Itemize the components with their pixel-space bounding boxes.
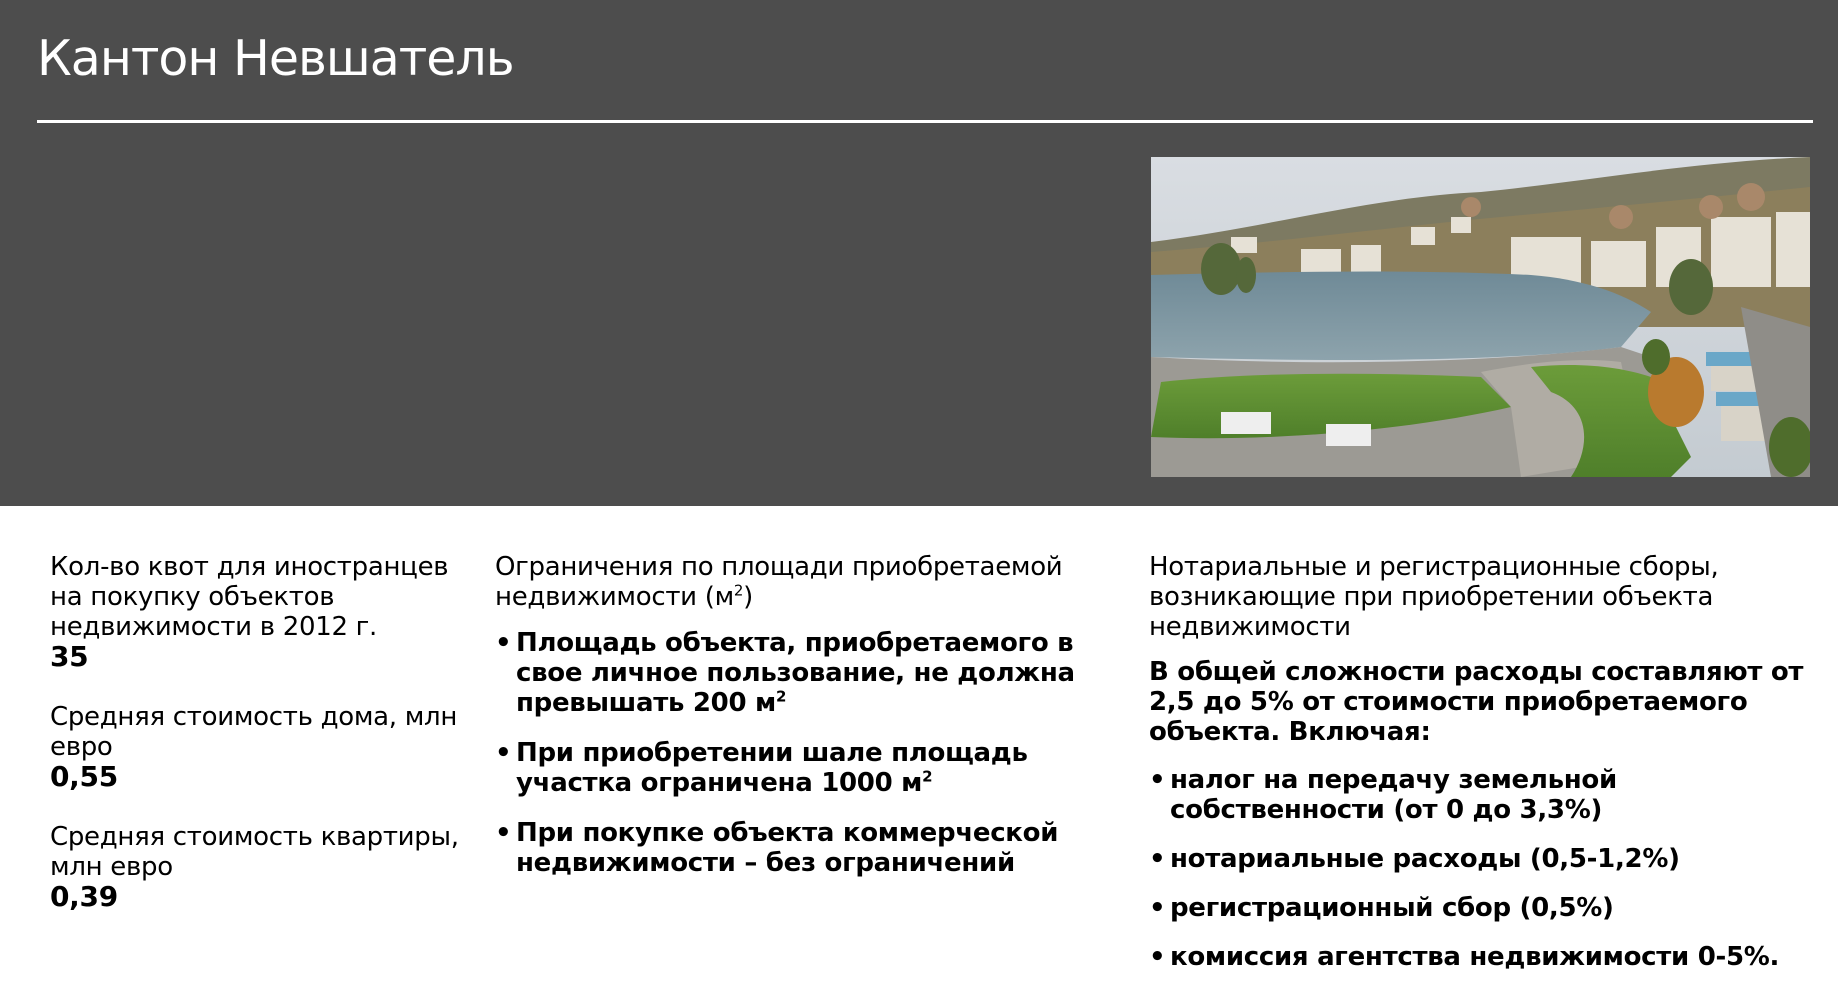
fee-item: • налог на передачу земельной собственности (от 0 до 3,3%) — [1149, 765, 1809, 825]
stat-quota-value: 35 — [50, 640, 89, 673]
lakeside-town-photo — [1151, 157, 1810, 477]
title-divider — [37, 120, 1813, 123]
photo-illustration — [1151, 157, 1810, 477]
stat-quota-label: Кол-во квот для иностранцев на покупку объектов недвижимости в 2012 г. — [50, 552, 449, 642]
stat-apartment-price-label: Средняя стоимость квартиры, млн евро — [50, 822, 459, 882]
stats-column — [50, 552, 460, 942]
area-heading: Ограничения по площади приобретаемой недвижимости $(м^2)$ — [495, 552, 1063, 612]
area-restrictions-column — [495, 552, 1115, 898]
stat-apartment-price-value: 0,39 — [50, 880, 118, 913]
fees-column — [1149, 552, 1809, 991]
area-item: • При покупке объекта коммерческой недвижимости – без ограничений — [495, 818, 1115, 878]
area-item: • Площадь объекта, приобретаемого в свое личное пользование, не должна превышать 200 $м^2$ — [495, 628, 1115, 718]
fee-item: • нотариальные расходы (0,5-1,2%) — [1149, 844, 1809, 874]
page-title: Кантон Невшатель — [37, 30, 514, 87]
fee-item: • комиссия агентства недвижимости 0-5%. — [1149, 942, 1809, 972]
stat-house-price-value: 0,55 — [50, 760, 118, 793]
stat-house-price-label: Средняя стоимость дома, млн евро — [50, 702, 458, 762]
fees-lead: В общей сложности расходы составляют от 2,5 до 5% от стоимости приобретаемого объекта. Включая: — [1149, 657, 1804, 747]
area-item: • При приобретении шале площадь участка ограничена 1000 $м^2$ — [495, 738, 1115, 798]
area-list — [495, 628, 1115, 878]
fee-item: • регистрационный сбор (0,5%) — [1149, 893, 1809, 923]
fees-heading: Нотариальные и регистрационные сборы, возникающие при приобретении объекта недвижимости — [1149, 552, 1719, 642]
fees-list — [1149, 765, 1809, 972]
